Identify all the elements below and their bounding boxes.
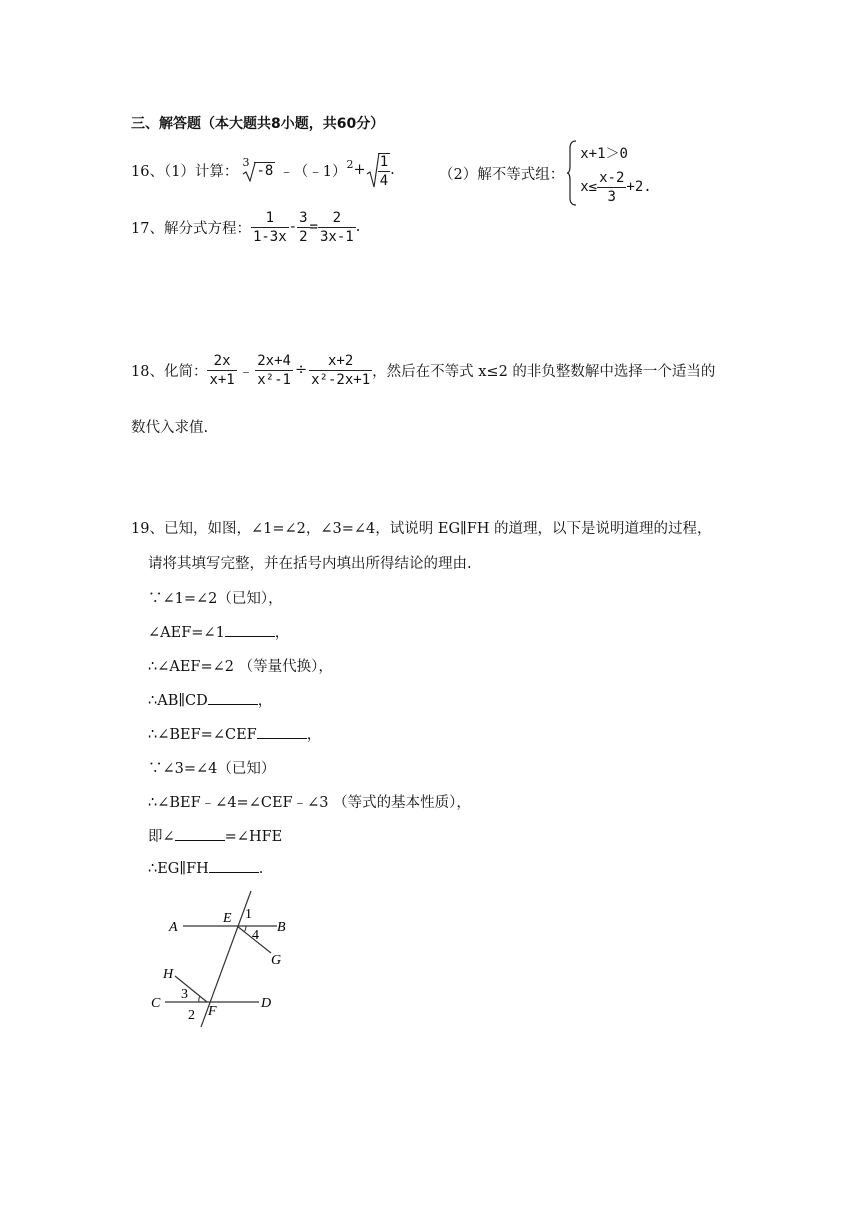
cube-root-radicand: -8 — [256, 162, 274, 179]
cube-root-index: 3 — [242, 155, 250, 169]
inequality-2-den: 3 — [607, 188, 616, 205]
q18-divide: ÷ — [294, 362, 308, 378]
system-brace — [566, 140, 578, 206]
q17-frac-1-den: 1-3x — [252, 228, 287, 245]
q19-step-5-suffix: ， — [306, 727, 322, 743]
q19-step-5-text: ∴∠BEF=∠CEF — [148, 727, 257, 743]
q19-step-5 — [148, 723, 321, 744]
label-h: H — [163, 967, 174, 982]
q18-line2: 数代入求值. — [131, 420, 209, 436]
sqrt-quarter-den: 4 — [379, 172, 389, 189]
q18-minus: ﹣ — [238, 363, 254, 380]
inequality-2-frac — [597, 170, 626, 205]
label-4: 4 — [252, 928, 259, 943]
q18-label: 18、化简： — [131, 363, 208, 380]
q19-step-2-text: ∠AEF=∠1 — [148, 625, 225, 641]
inequality-1: x+1＞0 — [580, 145, 628, 162]
label-c: C — [151, 996, 161, 1011]
q16-part2-label: （2）解不等式组： — [439, 166, 565, 183]
inequality-2-left: x≤ — [580, 179, 598, 195]
q19-line2: 请将其填写完整，并在括号内填出所得结论的理由. — [148, 556, 472, 572]
q19-step-4 — [148, 689, 272, 710]
q19-step-6: ∵∠3=∠4（已知） — [148, 761, 276, 777]
q17-frac-2-den: 2 — [299, 228, 308, 245]
answer-blank-5[interactable] — [209, 859, 259, 873]
q18-frac-1-den: x+1 — [209, 371, 235, 388]
inequality-end: . — [643, 179, 652, 195]
answer-blank-1[interactable] — [225, 623, 275, 637]
q16-end: . — [390, 162, 395, 178]
q19-step-4-text: ∴AB∥CD — [148, 693, 208, 709]
label-b: B — [277, 920, 286, 935]
sqrt-quarter-num: 1 — [379, 153, 389, 170]
angle-4-arc — [244, 926, 246, 932]
q19-step-8-suffix: =∠HFE — [224, 829, 283, 845]
q18-frac-3-den: x²-2x+1 — [311, 371, 371, 388]
q19-step-7: ∴∠BEF﹣∠4=∠CEF﹣∠3 （等式的基本性质）， — [148, 795, 471, 811]
q19-step-9-suffix: . — [258, 861, 264, 877]
q19-step-9 — [148, 859, 263, 877]
q17-minus: - — [288, 219, 298, 235]
q16-part2 — [439, 138, 652, 208]
q16-mid: ﹣（﹣1） — [279, 163, 347, 180]
q19-line1: 19、已知，如图，∠1=∠2，∠3=∠4，试说明 EG∥FH 的道理，以下是说明道理的过程， — [131, 521, 712, 537]
q17-end: . — [355, 219, 361, 235]
label-d: D — [261, 996, 272, 1011]
sqrt-quarter — [366, 152, 390, 189]
label-e: E — [223, 911, 232, 926]
q18-frac-3 — [309, 353, 372, 388]
label-2: 2 — [188, 1008, 195, 1023]
q17-frac-2-num: 3 — [299, 209, 308, 226]
answer-blank-2[interactable] — [208, 691, 258, 705]
q17-frac-2 — [297, 210, 309, 245]
cube-root — [242, 155, 275, 179]
inequality-2 — [580, 170, 651, 205]
answer-blank-3[interactable] — [257, 725, 307, 739]
q18-frac-2-num: 2x+4 — [257, 352, 291, 369]
q17 — [131, 207, 360, 247]
q17-frac-1 — [251, 210, 289, 245]
q18-text: ，然后在不等式 x≤2 的非负整数解中选择一个适当的 — [372, 363, 716, 380]
q19-step-2-suffix: ， — [274, 625, 290, 641]
label-f: F — [208, 1004, 217, 1019]
q16-label: 16、（1）计算： — [131, 163, 239, 180]
q19-step-9-text: ∴EG∥FH — [148, 861, 209, 877]
line-fh — [175, 976, 207, 1002]
q19-step-2 — [148, 621, 289, 642]
q17-label: 17、解分式方程： — [131, 220, 251, 237]
answer-blank-4[interactable] — [175, 827, 225, 841]
q17-frac-3 — [318, 210, 356, 245]
q18-frac-3-num: x+2 — [309, 353, 372, 371]
q16-plus: + — [353, 162, 366, 178]
section-title: 三、解答题（本大题共8小题，共60分） — [131, 116, 385, 132]
q18-frac-2-den: x²-1 — [257, 371, 291, 388]
label-3: 3 — [181, 987, 188, 1002]
q19-step-4-suffix: ， — [257, 693, 273, 709]
inequality-2-num: x-2 — [599, 169, 625, 186]
q18-frac-1-num: 2x — [207, 353, 236, 371]
q19-step-8 — [148, 825, 282, 846]
q19-step-1: ∵∠1=∠2（已知）， — [148, 591, 283, 607]
label-1: 1 — [245, 907, 252, 922]
q18 — [131, 350, 715, 390]
q17-frac-3-den: 3x-1 — [319, 228, 354, 245]
label-g: G — [271, 953, 282, 968]
angle-3-arc — [199, 996, 200, 1002]
q17-equals: = — [309, 219, 318, 235]
inequality-2-right: +2 — [626, 179, 644, 195]
q18-frac-1 — [207, 353, 236, 388]
inequality-system — [580, 142, 651, 205]
label-a: A — [169, 920, 178, 935]
q17-frac-1-num: 1 — [251, 210, 289, 228]
cube-root-sign — [242, 162, 275, 179]
q16-exp: 2 — [346, 157, 354, 171]
q17-frac-3-num: 2 — [318, 210, 356, 228]
geometry-figure — [145, 885, 305, 1035]
q19-step-3: ∴∠AEF=∠2 （等量代换）， — [148, 659, 333, 675]
q16-part1 — [131, 152, 395, 188]
q19-step-8-text: 即∠ — [148, 829, 175, 845]
q18-frac-2 — [255, 353, 293, 388]
